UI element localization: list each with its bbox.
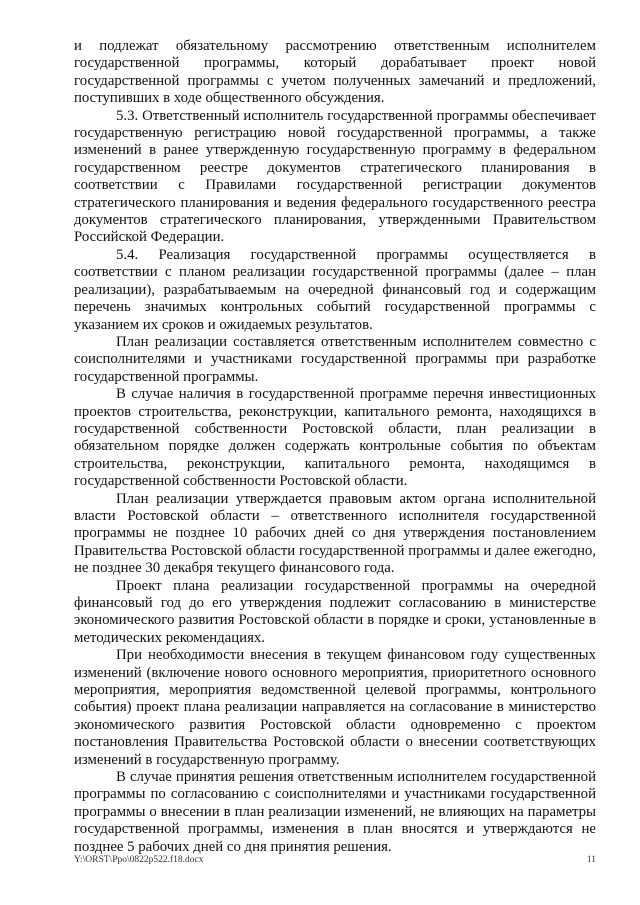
paragraph-continuation: и подлежат обязательному рассмотрению ответственным исполнителем государственной программы, который дорабатывает проект новой государственной программы с учетом полученных замечаний и предложений, поступивших в ходе общественного обсуждения. xyxy=(74,38,596,107)
paragraph-investment-projects: В случае наличия в государственной программе перечня инвестиционных проектов строительства, реконструкции, капитального ремонта, находящихся в государственной собственности Ростовской области, план реализации в обязательном порядке должен содержать контрольные события по объектам строительства, реконструкции, капитального ремонта, находящимся в государственной собственности Ростовской области. xyxy=(74,386,596,490)
paragraph-minor-changes: В случае принятия решения ответственным исполнителем государственной программы по согласованию с соисполнителями и участниками государственной программы о внесении в план реализации изменений, не влияющих на параметры государственной программы, изменения в план вносятся и утверждаются не позднее 5 рабочих дней со дня принятия решения. xyxy=(74,769,596,855)
paragraph-5-3: 5.3. Ответственный исполнитель государственной программы обеспечивает государственную регистрацию новой государственной программы, а также изменений в ранее утвержденную государственную программу в федеральном государственном реестре документов стратегического планирования в соответствии с Правилами государственной регистрации документов стратегического планирования и ведения федерального государственного реестра документов стратегического планирования, утвержденными Правительством Российской Федерации. xyxy=(74,107,596,246)
paragraph-plan-agreement: Проект плана реализации государственной программы на очередной финансовый год до его утверждения подлежит согласованию в министерстве экономического развития Ростовской области в порядке и сроки, установленные в методических рекомендациях. xyxy=(74,577,596,646)
paragraph-significant-changes: При необходимости внесения в текущем финансовом году существенных изменений (включение нового основного мероприятия, приоритетного основного мероприятия, мероприятия ведомственной целевой программы, контрольного события) проект плана реализации направляется на согласование в министерство экономического развития Ростовской области одновременно с проектом постановления Правительства Ростовской области о внесении соответствующих изменений в государственную программу. xyxy=(74,647,596,768)
paragraph-plan-approval: План реализации утверждается правовым актом органа исполнительной власти Ростовской области – ответственного исполнителя государственной программы не позднее 10 рабочих дней со дня утверждения постановлением Правительства Ростовской области государственной программы и далее ежегодно, не позднее 30 декабря текущего финансового года. xyxy=(74,490,596,577)
footer-file-path: Y:\ORST\Ppo\0822p522.f18.docx xyxy=(74,855,204,865)
page-number: 11 xyxy=(586,855,596,865)
paragraph-plan-composition: План реализации составляется ответственным исполнителем совместно с соисполнителями и участниками государственной программы при разработке государственной программы. xyxy=(74,333,596,385)
paragraph-5-4: 5.4. Реализация государственной программы осуществляется в соответствии с планом реализации государственной программы (далее – план реализации), разрабатываемым на очередной финансовый год и содержащим перечень значимых контрольных событий государственной программы с указанием их сроков и ожидаемых результатов. xyxy=(74,246,596,333)
document-body xyxy=(74,38,596,856)
